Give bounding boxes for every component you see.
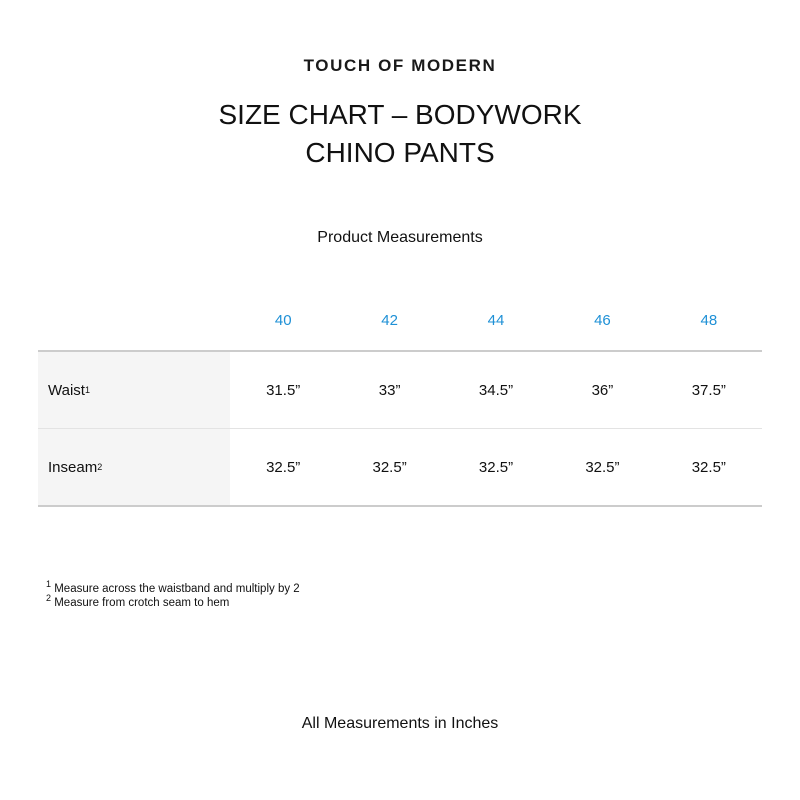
row-label-waist: Waist 1 bbox=[38, 352, 230, 428]
footnote-2 bbox=[46, 593, 300, 610]
page-title bbox=[0, 96, 800, 172]
table-cell: 34.5” bbox=[478, 381, 514, 399]
size-header-40: 40 bbox=[274, 311, 292, 329]
table-cell: 31.5” bbox=[266, 381, 301, 399]
footnote-text: Measure from crotch seam to hem bbox=[54, 597, 230, 609]
footnotes bbox=[46, 579, 300, 610]
section-subtitle: Product Measurements bbox=[317, 229, 483, 246]
row-label-text: Inseam bbox=[48, 458, 98, 476]
size-header-42: 42 bbox=[381, 311, 398, 329]
table-cell: 32.5” bbox=[691, 458, 726, 476]
footnote-marker: 2 bbox=[46, 593, 52, 604]
units-note: All Measurements in Inches bbox=[301, 715, 499, 732]
table-row-inseam bbox=[38, 429, 762, 505]
size-header-46: 46 bbox=[594, 311, 611, 329]
footnote-text: Measure across the waistband and multiply by 2 bbox=[54, 583, 300, 595]
table-cell: 32.5” bbox=[478, 458, 514, 476]
size-header-44: 44 bbox=[487, 311, 505, 329]
footnote-marker: 1 bbox=[46, 579, 52, 590]
size-chart-table bbox=[38, 290, 762, 507]
table-cell: 32.5” bbox=[585, 458, 620, 476]
table-cell: 37.5” bbox=[691, 381, 726, 399]
header-stub bbox=[38, 290, 230, 350]
table-row-waist bbox=[38, 352, 762, 428]
title-line-2: CHINO PANTS bbox=[305, 137, 495, 168]
table-cell: 32.5” bbox=[266, 458, 301, 476]
row-label-inseam: Inseam 2 bbox=[38, 429, 230, 505]
size-header-row bbox=[38, 290, 762, 350]
brand-logo: TOUCH OF MODERN bbox=[303, 56, 497, 75]
table-bottom-rule bbox=[38, 505, 762, 507]
table-cell: 32.5” bbox=[372, 458, 407, 476]
table-cell: 36” bbox=[591, 381, 614, 399]
row-label-text: Waist bbox=[48, 381, 85, 399]
title-line-1: SIZE CHART – BODYWORK bbox=[218, 99, 582, 130]
footnote-1 bbox=[46, 579, 300, 596]
table-cell: 33” bbox=[378, 381, 401, 399]
size-header-48: 48 bbox=[700, 311, 718, 329]
